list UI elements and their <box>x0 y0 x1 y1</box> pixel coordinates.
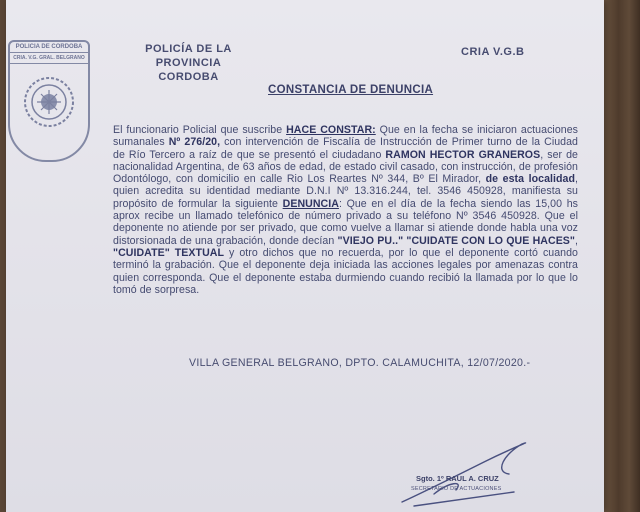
document-title: CONSTANCIA DE DENUNCIA <box>268 84 434 96</box>
header-line-2: CORDOBA <box>158 71 219 83</box>
police-stamp <box>8 40 90 162</box>
wood-background <box>604 0 640 512</box>
denuncia-label: DENUNCIA <box>282 197 339 210</box>
body-part-5: , quien acredita su identidad mediante D.N.I Nº 13.316.244, tel. 3546 450928, manifiesta su propósito de formular la siguiente <box>113 173 578 210</box>
signature-role: SECRETARIO DE ACTUACIONES <box>411 486 502 492</box>
body-part-3: con intervención de Fiscalía de Instrucción de Primer turno de la Ciudad de Río Tercero a raíz de que se presentó el ciudadano <box>113 136 578 161</box>
quote-2: "CUIDATE" TEXTUAL <box>113 246 224 259</box>
case-number: Nº 276/20, <box>168 136 221 149</box>
document-body <box>113 124 578 296</box>
header-line-1: POLICÍA DE LA PROVINCIA <box>145 43 232 69</box>
signature-scribble <box>394 432 544 512</box>
place-date: VILLA GENERAL BELGRANO, DPTO. CALAMUCHITA, 12/07/2020.- <box>189 357 531 369</box>
stamp-line-2: CRIA. V.G. GRAL. BELGRANO <box>10 53 88 64</box>
body-part-1: El funcionario Policial que suscribe <box>113 124 287 136</box>
header-institution <box>111 42 266 84</box>
body-part-6: : Que en el día de la fecha siendo las 15,00 hs aprox recibe un llamado telefónico de número privado a su teléfono Nº 3546 450928. Que el deponente no atiende por ser privado, que como vuelve a llamar si atiende donde habla una voz distorsionada de una grabación, donde decían <box>113 197 578 247</box>
locality: de esta localidad <box>485 173 575 186</box>
signature-name: Sgto. 1º RAUL A. CRUZ <box>416 474 499 483</box>
body-part-8: y otro dichos que no recuerda, por lo que el deponente cortó cuando terminó la grabación. Que el deponente deja iniciada las acciones legales por amenazas contra quien corresponda. Que el deponente estaba durmiendo cuando recibió la llamada por lo que lo tomó de sorpresa. <box>113 246 578 296</box>
body-part-2: Que en la fecha se iniciaron actuaciones sumanales <box>113 124 578 149</box>
complainant-name: RAMON HECTOR GRANEROS <box>385 148 541 161</box>
body-part-7: , <box>575 234 578 247</box>
body-part-4: , ser de nacionalidad Argentina, de 63 años de edad, de estado civil casado, con instrucción, de profesión Odontólogo, con domicilio en calle Rio Los Reartes Nº 344, Bº El Mirador, <box>113 148 578 186</box>
emblem-icon <box>19 70 79 140</box>
header-station: CRIA V.G.B <box>461 46 525 58</box>
document-page <box>6 0 604 512</box>
stamp-line-1: POLICIA DE CORDOBA <box>10 42 88 53</box>
hace-constar: HACE CONSTAR: <box>286 124 376 136</box>
quote-1: "VIEJO PU.." "CUIDATE CON LO QUE HACES" <box>337 234 575 247</box>
